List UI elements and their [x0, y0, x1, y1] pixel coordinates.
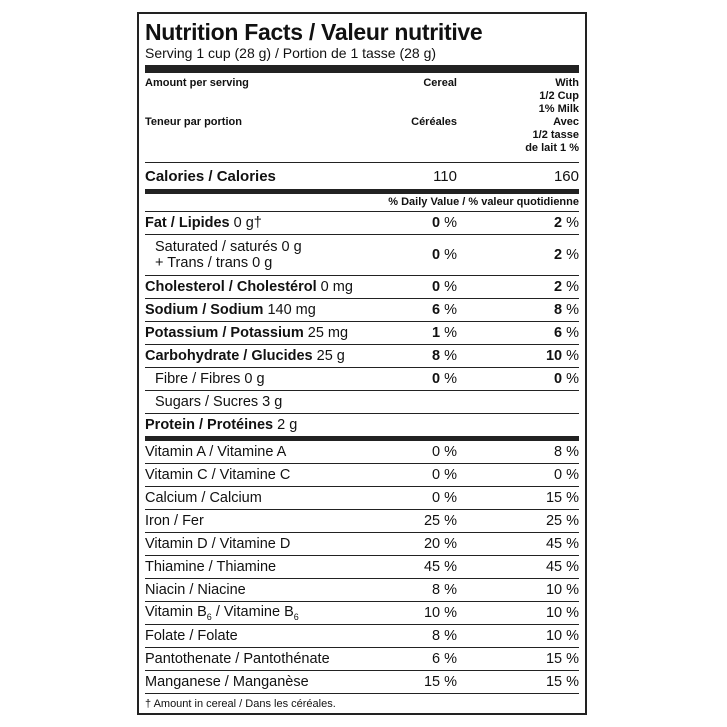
milk-dv	[461, 302, 579, 318]
milk-dv-number: 0	[554, 371, 563, 387]
vitamin-row	[145, 602, 579, 625]
nutrient-amount: 25 g	[312, 348, 345, 364]
cereal-dv-number: 0	[432, 247, 441, 263]
nutrient-row	[145, 276, 579, 299]
cereal-dv-unit: %	[440, 279, 457, 295]
nutrient-row	[145, 322, 579, 345]
milk-dv: 15 %	[545, 674, 579, 690]
milk-dv	[461, 215, 579, 231]
nutrient-label	[145, 371, 397, 387]
vitamin-row	[145, 579, 579, 602]
milk-dv-number: 2	[554, 215, 563, 231]
milk-dv: 15 %	[545, 490, 579, 506]
milk-dv	[461, 247, 579, 263]
cereal-dv-unit: %	[440, 325, 457, 341]
milk-dv-unit: %	[562, 325, 579, 341]
cereal-dv-number: 0	[432, 279, 441, 295]
cereal-dv: 0 %	[432, 467, 457, 483]
nutrient-label	[145, 417, 397, 433]
vitamin-name-part: Vitamin B	[145, 604, 207, 621]
nutrient-row	[145, 368, 579, 391]
vitamin-label: Calcium / Calcium	[145, 490, 262, 506]
vitamin-label: Vitamin A / Vitamine A	[145, 444, 287, 460]
nutrient-name: Carbohydrate / Glucides	[145, 348, 313, 364]
nutrient-name: Cholesterol / Cholestérol	[145, 279, 317, 295]
nutrient-row	[145, 235, 579, 276]
milk-col: With 1/2 Cup 1% Milk Avec 1/2 tasse de lait 1 %	[525, 77, 579, 154]
nutrient-list	[145, 212, 579, 441]
vitamin-row	[145, 648, 579, 671]
cereal-dv-number: 0	[432, 215, 441, 231]
milk-dv-unit: %	[562, 371, 579, 387]
milk-dv: 10 %	[545, 628, 579, 644]
calories-row	[145, 163, 579, 194]
cereal-dv-number: 8	[432, 348, 441, 364]
nutrient-row	[145, 414, 579, 441]
calories-label: Calories / Calories	[145, 167, 276, 185]
cereal-dv	[397, 279, 461, 295]
nutrient-row	[145, 299, 579, 322]
cereal-dv	[397, 247, 461, 263]
vitamin-label: Vitamin D / Vitamine D	[145, 536, 291, 552]
vitamin-row	[145, 625, 579, 648]
cereal-dv	[397, 348, 461, 364]
vitamin-row	[145, 671, 579, 694]
cereal-dv	[397, 215, 461, 231]
nutrient-label	[145, 325, 397, 341]
nutrient-amount: Sugars / Sucres 3 g	[155, 394, 283, 410]
milk-dv: 10 %	[545, 605, 579, 621]
vitamin-name-part: / Vitamine B	[211, 604, 294, 621]
nutrition-facts-panel	[137, 12, 587, 715]
cereal-dv: 25 %	[423, 513, 457, 529]
milk-dv-number: 8	[554, 302, 563, 318]
cereal-dv-unit: %	[440, 371, 457, 387]
cereal-dv-unit: %	[440, 348, 457, 364]
cereal-dv	[397, 302, 461, 318]
nutrient-label	[145, 394, 397, 410]
calories-milk: 160	[553, 167, 579, 185]
cereal-col-en: Cereal	[423, 77, 457, 89]
milk-dv-number: 2	[554, 279, 563, 295]
milk-dv-number: 2	[554, 247, 563, 263]
nutrient-amount: Saturated / saturés 0 g + Trans / trans 0 g	[155, 239, 302, 271]
milk-dv: 45 %	[545, 536, 579, 552]
vitamin-row	[145, 510, 579, 533]
cereal-col-fr: Céréales	[411, 116, 457, 128]
milk-dv	[461, 325, 579, 341]
nutrient-label	[145, 215, 397, 231]
vitamin-row	[145, 441, 579, 464]
column-header	[145, 73, 579, 163]
milk-dv: 45 %	[545, 559, 579, 575]
nutrient-amount: 2 g	[273, 417, 298, 433]
nutrient-name: Potassium / Potassium	[145, 325, 304, 341]
cereal-dv: 0 %	[432, 444, 457, 460]
milk-dv: 8 %	[554, 444, 579, 460]
nutrient-name: Fat / Lipides	[145, 215, 230, 231]
vitamin-label: Vitamin C / Vitamine C	[145, 467, 291, 483]
milk-dv-unit: %	[562, 348, 579, 364]
cereal-dv-unit: %	[440, 247, 457, 263]
vitamin-label: Manganese / Manganèse	[145, 674, 309, 690]
nutrient-amount: 140 mg	[263, 302, 316, 318]
cereal-dv-number: 1	[432, 325, 441, 341]
vitamin-label: Iron / Fer	[145, 513, 204, 529]
milk-dv	[461, 279, 579, 295]
cereal-dv	[397, 371, 461, 387]
vitamin-label: Thiamine / Thiamine	[145, 559, 277, 575]
milk-dv-number: 6	[554, 325, 563, 341]
serving-size: Serving 1 cup (28 g) / Portion de 1 tasse (28 g)	[145, 45, 579, 73]
nutrient-amount: 0 mg	[316, 279, 353, 295]
milk-dv-number: 10	[545, 348, 563, 364]
calories-cereal: 110	[433, 167, 457, 185]
vitamin-subscript: 6	[206, 611, 212, 622]
vitamin-row	[145, 556, 579, 579]
milk-dv-unit: %	[562, 302, 579, 318]
nutrient-amount: 0 g†	[229, 215, 262, 231]
amount-label-en: Amount per serving	[145, 77, 249, 89]
cereal-dv: 6 %	[432, 651, 457, 667]
vitamin-label: Niacin / Niacine	[145, 582, 246, 598]
cereal-dv: 0 %	[432, 490, 457, 506]
cereal-dv-unit: %	[440, 215, 457, 231]
nutrient-label	[145, 279, 397, 295]
vitamin-row	[145, 533, 579, 556]
milk-dv: 15 %	[545, 651, 579, 667]
milk-dv-unit: %	[562, 215, 579, 231]
milk-dv: 10 %	[545, 582, 579, 598]
footnote: † Amount in cereal / Dans les céréales.	[145, 698, 336, 710]
cereal-dv: 8 %	[432, 582, 457, 598]
milk-dv-unit: %	[562, 247, 579, 263]
cereal-dv: 15 %	[423, 674, 457, 690]
cereal-dv: 8 %	[432, 628, 457, 644]
cereal-dv-unit: %	[440, 302, 457, 318]
amount-label-fr: Teneur par portion	[145, 116, 242, 128]
cereal-dv-number: 0	[432, 371, 441, 387]
milk-dv: 25 %	[545, 513, 579, 529]
milk-dv-unit: %	[562, 279, 579, 295]
vitamin-list	[145, 441, 579, 694]
cereal-dv: 10 %	[423, 605, 457, 621]
nutrient-label	[145, 302, 397, 318]
panel-title: Nutrition Facts / Valeur nutritive	[145, 19, 483, 45]
cereal-dv: 45 %	[423, 559, 457, 575]
nutrient-label	[145, 348, 397, 364]
nutrient-name: Sodium / Sodium	[145, 302, 264, 318]
cereal-dv: 20 %	[423, 536, 457, 552]
nutrient-row	[145, 345, 579, 368]
milk-dv	[461, 371, 579, 387]
nutrient-name: Protein / Protéines	[145, 417, 274, 433]
vitamin-row	[145, 487, 579, 510]
vitamin-row	[145, 464, 579, 487]
vitamin-label: Pantothenate / Pantothénate	[145, 651, 330, 667]
milk-dv: 0 %	[554, 467, 579, 483]
cereal-dv	[397, 325, 461, 341]
nutrient-amount: 25 mg	[303, 325, 349, 341]
nutrient-label	[145, 239, 397, 271]
nutrient-amount: Fibre / Fibres 0 g	[155, 371, 265, 387]
cereal-dv-number: 6	[432, 302, 441, 318]
vitamin-subscript: 6	[293, 611, 299, 622]
vitamin-label	[145, 604, 397, 622]
vitamin-label: Folate / Folate	[145, 628, 238, 644]
nutrient-row	[145, 391, 579, 414]
milk-dv	[461, 348, 579, 364]
nutrient-row	[145, 212, 579, 235]
daily-value-header: % Daily Value / % valeur quotidienne	[145, 194, 579, 212]
